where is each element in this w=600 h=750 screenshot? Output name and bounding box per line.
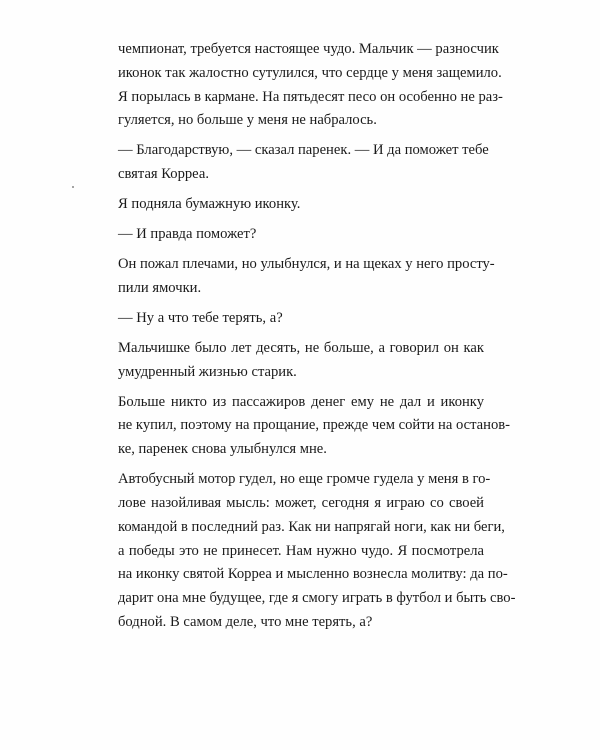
text-line: Больше никто из пассажиров денег ему не дал и иконку — [118, 393, 484, 410]
text-line: на иконку святой Корреа и мысленно вознесла молитву: да по- — [118, 566, 508, 583]
text-line: Автобусный мотор гудел, но еще громче гудела у меня в го- — [118, 471, 491, 488]
text-line: лове назойливая мысль: может, сегодня я играю со своей — [118, 495, 484, 512]
text-line: бодной. В самом деле, что мне терять, а? — [118, 614, 373, 631]
text-line: гуляется, но больше у меня не набралось. — [118, 112, 377, 129]
text-line: а победы это не принесет. Нам нужно чудо. Я посмотрела — [118, 542, 484, 559]
text-line: умудренный жизнью старик. — [118, 363, 297, 380]
paragraph — [118, 337, 484, 385]
text-line: Он пожал плечами, но улыбнулся, и на щеках у него просту- — [118, 256, 495, 273]
body-text — [118, 38, 516, 635]
text-line: Я порылась в кармане. На пятьдесят песо он особенно не раз- — [118, 88, 503, 105]
paragraph — [118, 307, 484, 331]
paragraph — [118, 253, 495, 301]
text-line: — Ну а что тебе терять, а? — [118, 309, 283, 326]
paragraph — [118, 139, 489, 187]
text-line: пили ямочки. — [118, 279, 202, 296]
text-line: — Благодарствую, — сказал паренек. — И да поможет тебе — [118, 142, 489, 159]
text-line: чемпионат, требуется настоящее чудо. Мальчик — разносчик — [118, 41, 499, 57]
paragraph — [118, 38, 503, 133]
text-line: иконок так жалостно сутулился, что сердце у меня защемило. — [118, 64, 502, 81]
paragraph — [118, 391, 511, 462]
paragraph — [118, 193, 484, 217]
text-line: Я подняла бумажную иконку. — [118, 196, 301, 213]
text-line: святая Корреа. — [118, 166, 209, 183]
text-line: — И правда поможет? — [118, 226, 257, 243]
text-line: ке, паренек снова улыбнулся мне. — [118, 441, 327, 458]
text-line: дарит она мне будущее, где я смогу играть в футбол и быть сво- — [118, 590, 516, 607]
paragraph — [118, 468, 516, 635]
text-line: Мальчишке было лет десять, не больше, а говорил он как — [118, 339, 484, 356]
paragraph — [118, 223, 484, 247]
text-line: командой в последний раз. Как ни напрягай ноги, как ни беги, — [118, 518, 505, 535]
text-line: не купил, поэтому на прощание, прежде чем сойти на останов- — [118, 417, 511, 434]
page-speck — [72, 186, 74, 188]
